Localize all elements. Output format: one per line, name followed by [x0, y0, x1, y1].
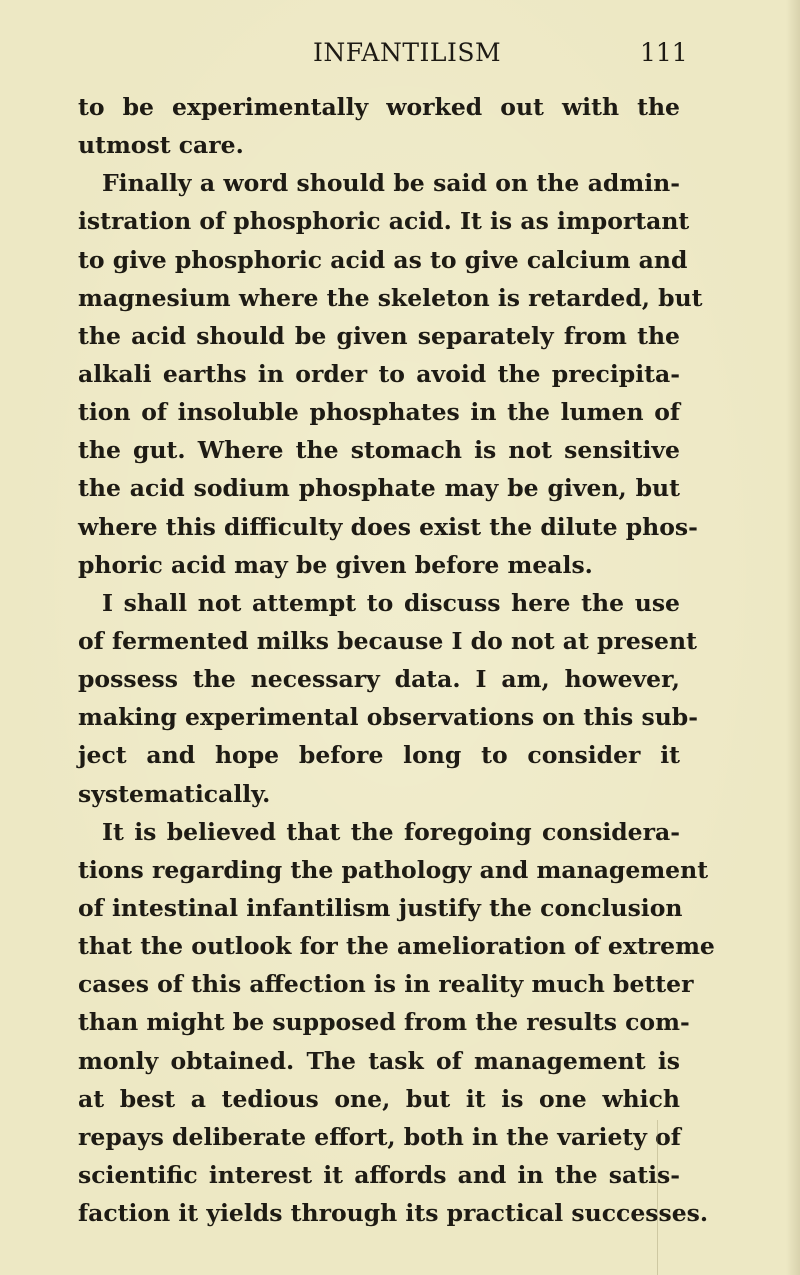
text-line: of intestinal infantilism justify the conclusion — [78, 893, 683, 922]
text-line: of fermented milks because I do not at present — [78, 626, 697, 655]
page-header — [0, 38, 800, 78]
text-line: phoric acid may be given before meals. — [78, 550, 593, 579]
text-line: possess the necessary data. I am, however, — [78, 665, 680, 694]
running-title: INFANTILISM — [313, 38, 502, 67]
text-line: repays deliberate effort, both in the variety of — [78, 1122, 681, 1151]
text-line: I shall not attempt to discuss here the use — [102, 588, 680, 617]
text-line: tions regarding the pathology and management — [78, 855, 709, 884]
text-line: systematically. — [78, 779, 271, 808]
text-line: ject and hope before long to consider it — [78, 741, 680, 770]
page-edge-shadow — [786, 0, 800, 1275]
text-line: to be experimentally worked out with the — [78, 93, 680, 121]
text-line: than might be supposed from the results com- — [78, 1008, 690, 1037]
paragraph-3 — [78, 584, 698, 813]
text-line: scientific interest it affords and in the satis- — [78, 1160, 680, 1189]
text-line: at best a tedious one, but it is one which — [78, 1084, 680, 1113]
paragraph-1 — [78, 88, 680, 164]
text-line: istration of phosphoric acid. It is as important — [78, 207, 690, 236]
text-line: where this difficulty does exist the dilute phos- — [78, 512, 698, 541]
text-line: the gut. Where the stomach is not sensitive — [78, 436, 680, 465]
text-line: making experimental observations on this sub- — [78, 703, 698, 732]
text-line: monly obtained. The task of management is — [78, 1046, 680, 1075]
page-crease — [657, 1120, 658, 1275]
page-number: 111 — [640, 38, 688, 67]
text-line: to give phosphoric acid as to give calcium and — [78, 245, 688, 274]
text-line: cases of this affection is in reality much better — [78, 970, 694, 999]
body-text — [78, 88, 715, 1232]
text-line: the acid sodium phosphate may be given, but — [78, 474, 680, 503]
paragraph-2 — [78, 164, 703, 584]
text-line: Finally a word should be said on the admin- — [102, 169, 680, 198]
paragraph-4 — [78, 813, 715, 1233]
text-line: tion of insoluble phosphates in the lumen of — [78, 398, 680, 427]
text-line: It is believed that the foregoing considera- — [102, 817, 680, 846]
text-line: magnesium where the skeleton is retarded, but — [78, 283, 703, 312]
text-line: utmost care. — [78, 131, 244, 160]
text-line: faction it yields through its practical successes. — [78, 1199, 709, 1228]
text-line: that the outlook for the amelioration of extreme — [78, 932, 715, 961]
text-line: alkali earths in order to avoid the precipita- — [78, 359, 680, 388]
text-line: the acid should be given separately from the — [78, 321, 680, 350]
